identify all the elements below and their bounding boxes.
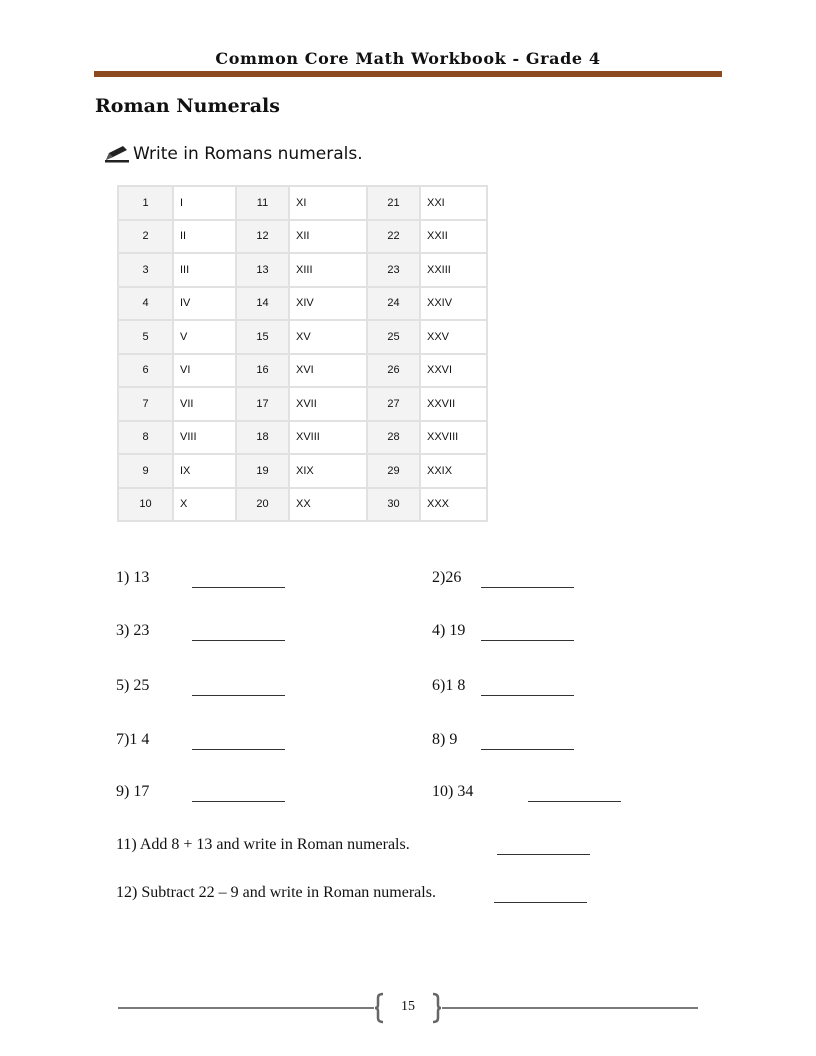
roman-cell: XVIII <box>289 421 367 455</box>
roman-cell: X <box>173 488 236 522</box>
table-row <box>118 320 487 354</box>
roman-cell: XXIV <box>420 287 487 321</box>
number-cell: 28 <box>367 421 420 455</box>
question-2: 2)26 <box>432 569 462 586</box>
left-brace-icon <box>372 992 386 1024</box>
question-11: 11) Add 8 + 13 and write in Roman numerals. <box>116 836 410 853</box>
number-cell: 13 <box>236 253 289 287</box>
footer-rule-left <box>118 1007 374 1009</box>
answer-blank-3[interactable] <box>192 640 285 641</box>
number-cell: 14 <box>236 287 289 321</box>
section-title: Roman Numerals <box>95 95 280 117</box>
number-cell: 22 <box>367 220 420 254</box>
question-7: 7)1 4 <box>116 731 150 748</box>
number-cell: 19 <box>236 454 289 488</box>
question-6: 6)1 8 <box>432 677 466 694</box>
answer-blank-9[interactable] <box>192 801 285 802</box>
roman-cell: XXI <box>420 186 487 220</box>
answer-blank-7[interactable] <box>192 749 285 750</box>
roman-cell: VII <box>173 387 236 421</box>
roman-cell: XXX <box>420 488 487 522</box>
answer-blank-2[interactable] <box>481 587 574 588</box>
table-row <box>118 421 487 455</box>
roman-cell: XXII <box>420 220 487 254</box>
header-rule <box>94 71 722 77</box>
number-cell: 11 <box>236 186 289 220</box>
number-cell: 5 <box>118 320 173 354</box>
question-5: 5) 25 <box>116 677 150 694</box>
question-9: 9) 17 <box>116 783 150 800</box>
answer-blank-12[interactable] <box>494 902 587 903</box>
answer-blank-10[interactable] <box>528 801 621 802</box>
roman-cell: I <box>173 186 236 220</box>
number-cell: 1 <box>118 186 173 220</box>
number-cell: 24 <box>367 287 420 321</box>
instruction <box>104 144 363 164</box>
number-cell: 27 <box>367 387 420 421</box>
table-row <box>118 454 487 488</box>
number-cell: 3 <box>118 253 173 287</box>
roman-cell: XVI <box>289 354 367 388</box>
question-10: 10) 34 <box>432 783 474 800</box>
answer-blank-4[interactable] <box>481 640 574 641</box>
roman-cell: XXVIII <box>420 421 487 455</box>
table-row <box>118 253 487 287</box>
answer-blank-6[interactable] <box>481 695 574 696</box>
answer-blank-1[interactable] <box>192 587 285 588</box>
number-cell: 30 <box>367 488 420 522</box>
number-cell: 20 <box>236 488 289 522</box>
table-row <box>118 488 487 522</box>
roman-cell: XXIX <box>420 454 487 488</box>
roman-cell: XXIII <box>420 253 487 287</box>
roman-cell: XIII <box>289 253 367 287</box>
number-cell: 16 <box>236 354 289 388</box>
question-3: 3) 23 <box>116 622 150 639</box>
page-number: 15 <box>401 999 415 1014</box>
roman-cell: XXVII <box>420 387 487 421</box>
number-cell: 6 <box>118 354 173 388</box>
roman-cell: XII <box>289 220 367 254</box>
roman-cell: IV <box>173 287 236 321</box>
number-cell: 8 <box>118 421 173 455</box>
number-cell: 10 <box>118 488 173 522</box>
answer-blank-8[interactable] <box>481 749 574 750</box>
number-cell: 25 <box>367 320 420 354</box>
roman-cell: VI <box>173 354 236 388</box>
question-12: 12) Subtract 22 – 9 and write in Roman numerals. <box>116 884 436 901</box>
roman-cell: XVII <box>289 387 367 421</box>
answer-blank-5[interactable] <box>192 695 285 696</box>
roman-cell: VIII <box>173 421 236 455</box>
instruction-text: Write in Romans numerals. <box>133 144 363 164</box>
roman-cell: IX <box>173 454 236 488</box>
number-cell: 4 <box>118 287 173 321</box>
number-cell: 9 <box>118 454 173 488</box>
table-row <box>118 354 487 388</box>
footer-rule-right <box>442 1007 698 1009</box>
roman-cell: XX <box>289 488 367 522</box>
number-cell: 21 <box>367 186 420 220</box>
pencil-icon <box>104 144 130 164</box>
number-cell: 7 <box>118 387 173 421</box>
number-cell: 17 <box>236 387 289 421</box>
roman-cell: XIX <box>289 454 367 488</box>
question-4: 4) 19 <box>432 622 466 639</box>
roman-cell: XXV <box>420 320 487 354</box>
table-row <box>118 186 487 220</box>
roman-cell: XXVI <box>420 354 487 388</box>
number-cell: 2 <box>118 220 173 254</box>
table-row <box>118 287 487 321</box>
question-8: 8) 9 <box>432 731 458 748</box>
table-row <box>118 220 487 254</box>
number-cell: 15 <box>236 320 289 354</box>
table-row <box>118 387 487 421</box>
question-1: 1) 13 <box>116 569 150 586</box>
roman-cell: V <box>173 320 236 354</box>
number-cell: 12 <box>236 220 289 254</box>
number-cell: 29 <box>367 454 420 488</box>
roman-cell: XV <box>289 320 367 354</box>
answer-blank-11[interactable] <box>497 854 590 855</box>
roman-cell: XI <box>289 186 367 220</box>
roman-numeral-table <box>117 185 488 522</box>
roman-cell: XIV <box>289 287 367 321</box>
workbook-title: Common Core Math Workbook - Grade 4 <box>215 49 601 68</box>
number-cell: 18 <box>236 421 289 455</box>
number-cell: 26 <box>367 354 420 388</box>
roman-cell: III <box>173 253 236 287</box>
roman-cell: II <box>173 220 236 254</box>
number-cell: 23 <box>367 253 420 287</box>
